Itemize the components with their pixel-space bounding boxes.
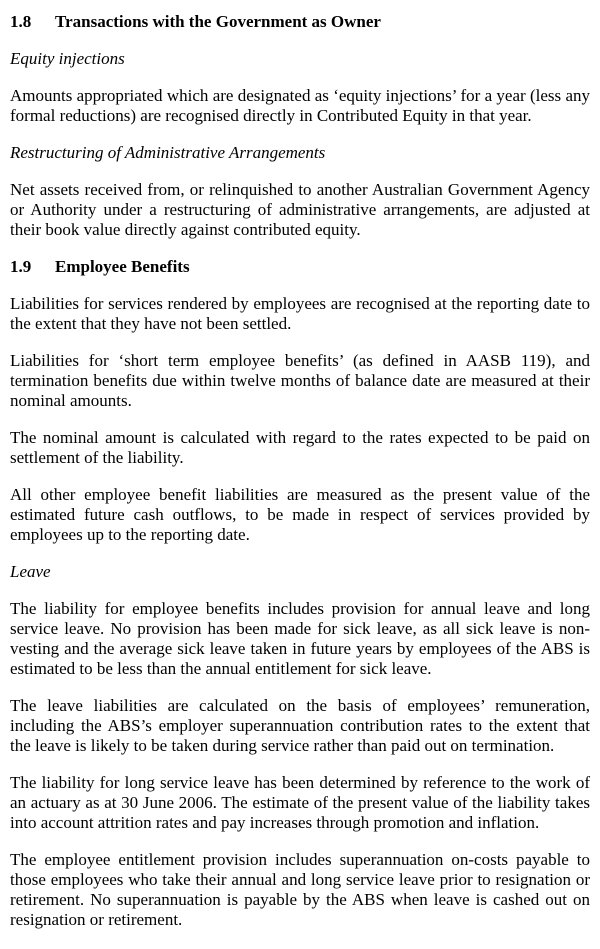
paragraph: The nominal amount is calculated with regard to the rates expected to be paid on settlement of the liability. bbox=[10, 428, 590, 467]
paragraph: All other employee benefit liabilities are measured as the present value of the estimated future cash outflows, to be made in respect of services provided by employees up to the reporting date. bbox=[10, 485, 590, 544]
section-heading bbox=[10, 257, 590, 277]
section-number: 1.9 bbox=[10, 257, 32, 276]
subheading: Leave bbox=[10, 562, 51, 581]
paragraph: Amounts appropriated which are designated as ‘equity injections’ for a year (less any formal reductions) are recognised directly in Contributed Equity in that year. bbox=[10, 86, 590, 125]
section-number: 1.8 bbox=[10, 12, 32, 31]
paragraph: The leave liabilities are calculated on the basis of employees’ remuneration, including the ABS’s employer superannuation contribution rates to the extent that the leave is likely to be taken during service rather than paid out on termination. bbox=[10, 696, 590, 755]
section-heading bbox=[10, 12, 590, 32]
subheading: Equity injections bbox=[10, 49, 125, 68]
paragraph: Liabilities for ‘short term employee benefits’ (as defined in AASB 119), and termination benefits due within twelve months of balance date are measured at their nominal amounts. bbox=[10, 351, 590, 410]
section-title: Employee Benefits bbox=[55, 257, 190, 276]
paragraph: The liability for employee benefits includes provision for annual leave and long service leave. No provision has been made for sick leave, as all sick leave is non-vesting and the average sick leave taken in future years by employees of the ABS is estimated to be less than the annual entitlement for sick leave. bbox=[10, 599, 590, 678]
paragraph: The employee entitlement provision includes superannuation on-costs payable to those employees who take their annual and long service leave prior to resignation or retirement. No superannuation is payable by the ABS when leave is cashed out on resignation or retirement. bbox=[10, 850, 590, 929]
paragraph: Net assets received from, or relinquished to another Australian Government Agency or Authority under a restructuring of administrative arrangements, are adjusted at their book value directly against contributed equity. bbox=[10, 180, 590, 239]
section-title: Transactions with the Government as Owner bbox=[55, 12, 381, 31]
paragraph: Liabilities for services rendered by employees are recognised at the reporting date to the extent that they have not been settled. bbox=[10, 294, 590, 333]
paragraph: The liability for long service leave has been determined by reference to the work of an actuary as at 30 June 2006. The estimate of the present value of the liability takes into account attrition rates and pay increases through promotion and inflation. bbox=[10, 773, 590, 832]
subheading: Restructuring of Administrative Arrangements bbox=[10, 143, 326, 162]
